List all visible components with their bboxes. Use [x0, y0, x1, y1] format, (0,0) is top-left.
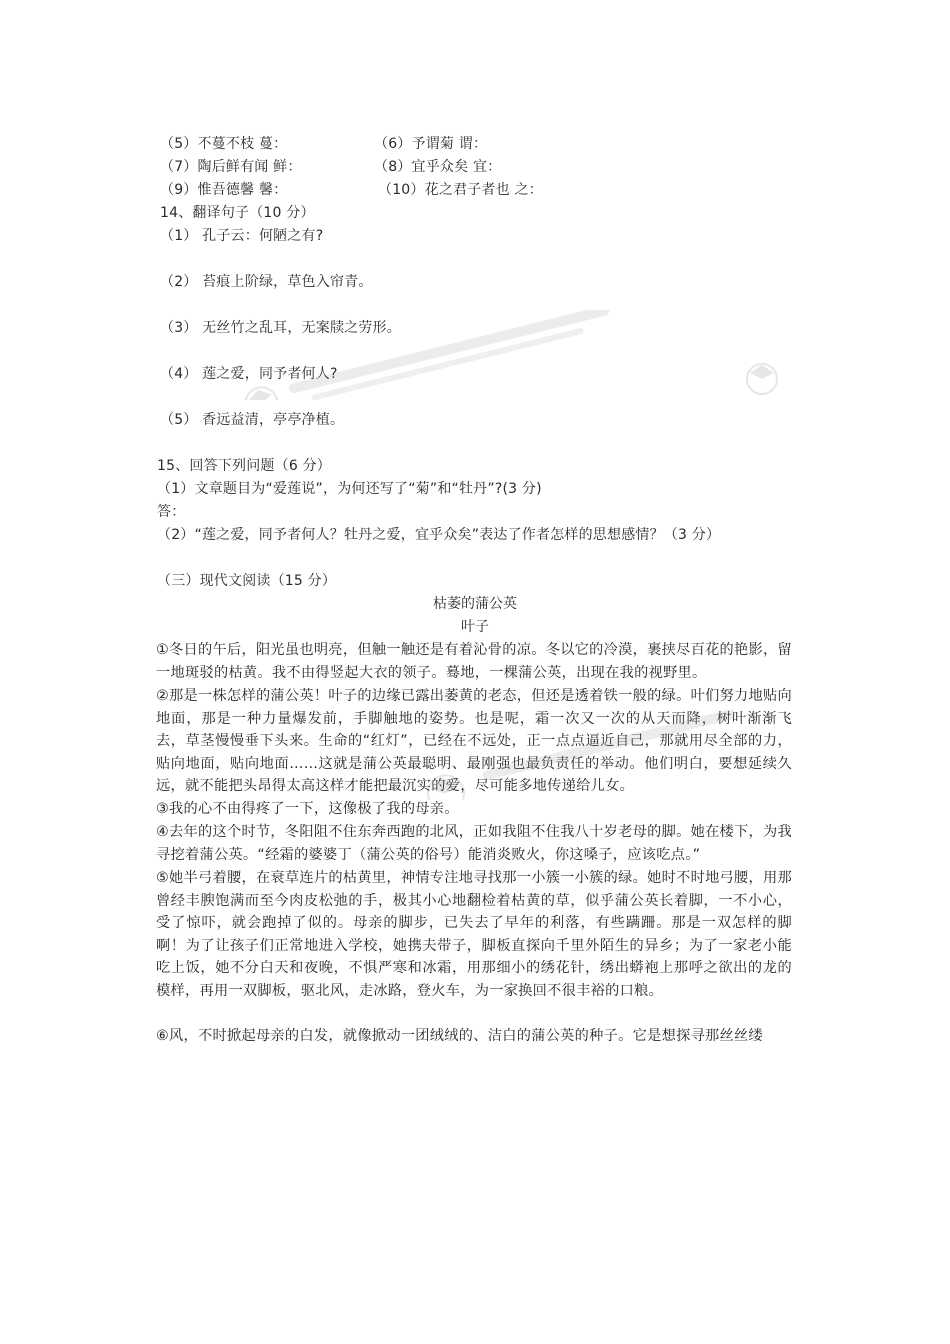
q14-sentence-4: （4） 莲之爱，同予者何人? [160, 366, 338, 382]
q14-sentence-2: （2） 苔痕上阶绿，草色入帘青。 [160, 274, 373, 290]
q14-sentence-3: （3） 无丝竹之乱耳，无案牍之劳形。 [160, 320, 401, 336]
q15-question-1: （1）文章题目为“爱莲说”，为何还写了“菊”和“牡丹”?(3 分) [157, 481, 542, 497]
q13-item-10: （10）花之君子者也 之： [378, 182, 543, 198]
section-heading: （三）现代文阅读（15 分） [157, 573, 337, 589]
q13-item-6: （6）予谓菊 谓： [374, 136, 488, 152]
q14-sentence-1: （1） 孔子云：何陋之有? [160, 228, 324, 244]
paragraph-4: ④去年的这个时节，冬阳阻不住东奔西跑的北风，正如我阻不住我八十岁老母的脚。她在楼下，为我寻挖着蒲公英。“经霜的婆婆丁（蒲公英的俗号）能消炎败火，你这嗓子，应该吃点。” [156, 824, 792, 863]
paragraph-5: ⑤她半弓着腰，在衰草连片的枯黄里，神情专注地寻找那一小簇一小簇的绿。她时不时地弓腰，用那曾经丰腴饱满而至今肉皮松弛的手，极其小心地翻检着枯黄的草，似乎蒲公英长着脚，一不小心，受了惊吓，就会跑掉了似的。母亲的脚步，已失去了早年的利落，有些蹒跚。那是一双怎样的脚啊！为了让孩子们正常地进入学校，她携夫带子，脚板直探向千里外陌生的异乡；为了一家老小能吃上饭，她不分白天和夜晚，不惧严寒和冰霜，用那细小的绣花针，绣出蟒袍上那呼之欲出的龙的模样，再用一双脚板，驱北风，走冰路，登火车，为一家换回不很丰裕的口粮。 [156, 870, 792, 999]
article-title: 枯萎的蒲公英 [433, 596, 517, 612]
watermark-logo-icon [740, 355, 800, 400]
paragraph-6: ⑥风，不时掀起母亲的白发，就像掀动一团绒绒的、洁白的蒲公英的种子。它是想探寻那丝丝缕 [156, 1028, 764, 1044]
q13-item-5: （5）不蔓不枝 蔓： [160, 136, 288, 152]
q15-answer-label: 答： [157, 504, 186, 520]
q15-title: 15、回答下列问题（6 分） [157, 458, 331, 474]
q13-item-9: （9）惟吾德馨 馨： [160, 182, 288, 198]
q15-question-2: （2）“莲之爱，同予者何人？牡丹之爱，宜乎众矣”表达了作者怎样的思想感情？（3 分） [157, 527, 721, 543]
paragraph-1: ①冬日的午后，阳光虽也明亮，但触一触还是有着沁骨的凉。冬以它的冷漠，裹挟尽百花的艳影，留一地斑驳的枯黄。我不由得竖起大衣的领子。蓦地，一棵蒲公英，出现在我的视野里。 [156, 642, 792, 681]
q13-item-8: （8）宜乎众矣 宜： [374, 159, 502, 175]
q13-item-7: （7）陶后鲜有闻 鲜： [160, 159, 302, 175]
paragraph-3: ③我的心不由得疼了一下，这像极了我的母亲。 [156, 801, 459, 817]
q14-sentence-5: （5） 香远益清，亭亭净植。 [160, 412, 345, 428]
article-author: 叶子 [461, 619, 489, 635]
paragraph-2: ②那是一株怎样的蒲公英！叶子的边缘已露出萎黄的老态，但还是透着铁一般的绿。叶们努力地贴向地面，那是一种力量爆发前，手脚触地的姿势。也是呢，霜一次又一次的从天而降，树叶渐渐飞去，草茎慢慢垂下头来。生命的“红灯”，已经在不远处，正一点点逼近自己，那就用尽全部的力，贴向地面，贴向地面……这就是蒲公英最聪明、最刚强也最负责任的举动。他们明白，要想延续久远，就不能把头昂得太高这样才能把最沉实的爱，尽可能多地传递给儿女。 [156, 688, 792, 795]
q14-title: 14、翻译句子（10 分） [160, 205, 315, 221]
